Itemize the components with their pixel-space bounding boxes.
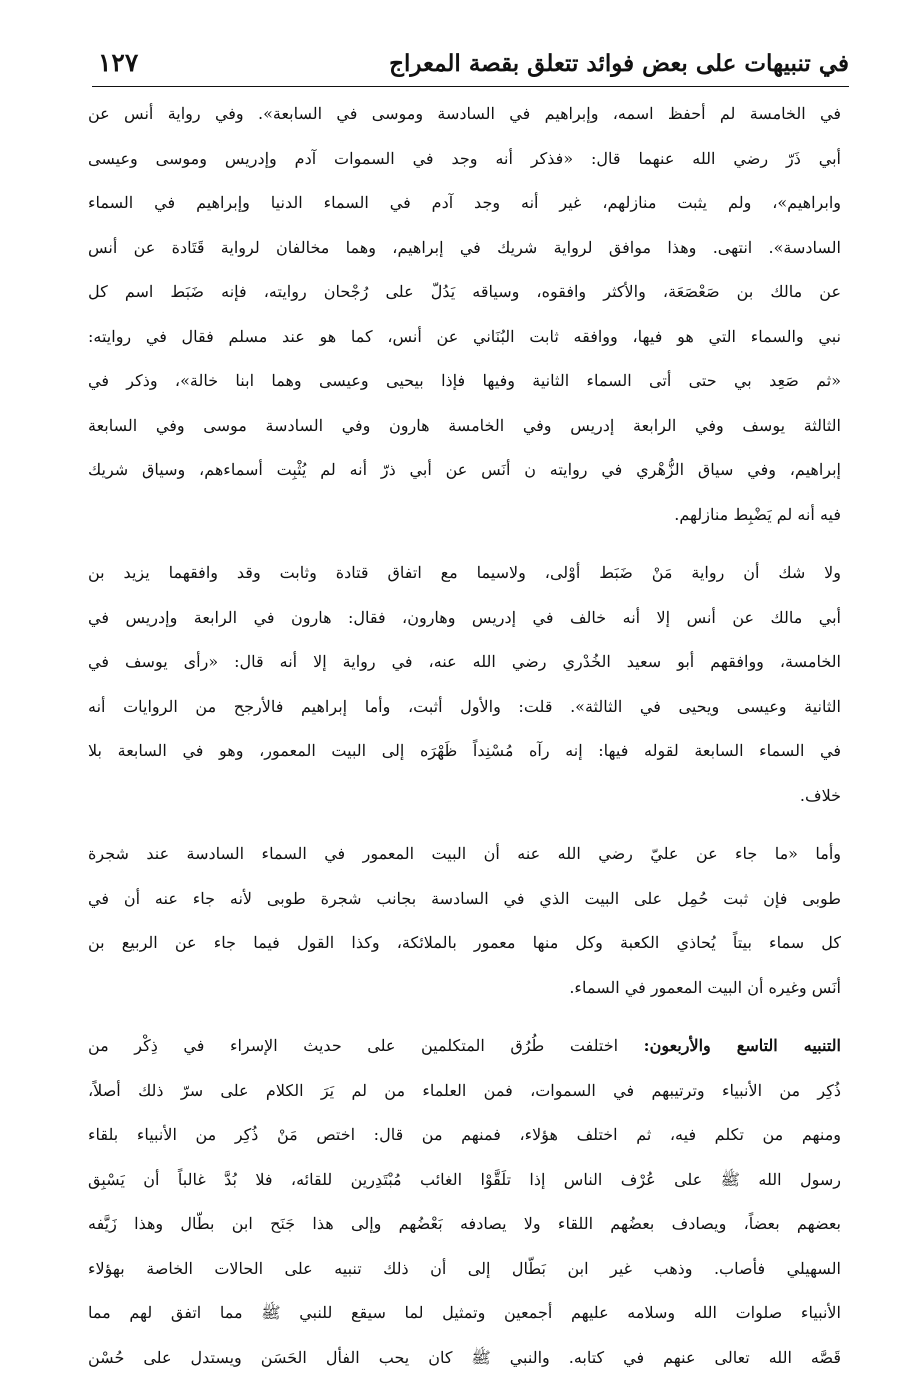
text-line: في الخامسة لم أحفظ اسمه، وإبراهيم في السادسة وموسى في السابعة». وفي رواية أنس عن (88, 92, 841, 137)
section-heading: التنبيه التاسع والأربعون: (644, 1036, 841, 1055)
text-line: الثانية وعيسى ويحيى في الثالثة». قلت: والأول أثبت، وأما إبراهيم فالأرجح من الروايات أنه (88, 685, 841, 730)
text-line (88, 1024, 841, 1069)
page-header (92, 40, 849, 87)
text-line: «ثم صَعِد بي حتى أتى السماء الثانية وفيها فإذا بيحيى وعيسى وهما ابنا خالة»، وذكر في (88, 359, 841, 404)
text-line: الأنبياء صلوات الله وسلامه عليهم أجمعين وتمثيل لما سيقع للنبي ﷺ مما اتفق لهم مما (88, 1291, 841, 1336)
text-line: الثالثة يوسف وفي الرابعة إدريس وفي الخامسة هارون وفي السادسة موسى وفي السابعة (88, 404, 841, 449)
text-line: ومنهم من تكلم فيه، ثم اختلف هؤلاء، فمنهم من قال: اختص مَنْ ذُكِر من الأنبياء بلقاء (88, 1113, 841, 1158)
page-number: ١٢٧ (98, 48, 138, 77)
paragraph-preferred-narration (88, 551, 841, 818)
page-body (88, 92, 841, 1380)
text-line: بعضهم بعضاً، ويصادف بعضُهم اللقاء ولا يصادفه بَعْضُهم وإلى هذا جَنَح ابن بطّال وهذا زَيَّفه (88, 1202, 841, 1247)
text-line: إبراهيم، وفي سياق الزُّهْري في روايته ن أنَس عن أبي ذرّ أنه لم يُثْبِت أسماءهم، وسياق شريك (88, 448, 841, 493)
text-line: وابراهيم»، ولم يثبت منازلهم، غير أنه وجد آدم في السماء الدنيا وإبراهيم في السماء (88, 181, 841, 226)
text-line: أنَس وغيره أن البيت المعمور في السماء. (88, 966, 841, 1011)
paragraph-forty-ninth-note (88, 1024, 841, 1380)
text-line: أبي ذَرّ رضي الله عنهما قال: «فذكر أنه وجد في السموات آدم وإدريس وموسى وعيسى (88, 137, 841, 182)
text-line: وأما «ما جاء عن عليّ رضي الله عنه أن البيت المعمور في السماء السادسة عند شجرة (88, 832, 841, 877)
text-line: الخامسة، ووافقهم أبو سعيد الخُدْري رضي الله عنه، في رواية إلا أنه قال: «رأى يوسف في (88, 640, 841, 685)
paragraph-heavens-narrations (88, 92, 841, 537)
text-line: عن مالك بن صَعْصَعَة، والأكثر وافقوه، وسياقه يَدُلّ على رُجْحان روايته، فإنه ضَبَط اسم كل (88, 270, 841, 315)
running-title: في تنبيهات على بعض فوائد تتعلق بقصة المعراج (389, 50, 849, 77)
text-line: السهيلي فأصاب. وذهب غير ابن بَطّال إلى أن ذلك تنبيه على الحالات الخاصة بهؤلاء (88, 1247, 841, 1292)
text-line: في السماء السابعة لقوله فيها: إنه رآه مُسْنِداً ظَهْرَه إلى البيت المعمور، وهو في السابعة بلا (88, 729, 841, 774)
paragraph-bayt-al-mamur (88, 832, 841, 1010)
text-line: خلاف. (88, 774, 841, 819)
text-line: كل سماء بيتاً يُحاذي الكعبة وكل منها معمور بالملائكة، وكذا القول فيما جاء عن الربيع بن (88, 921, 841, 966)
text-line: فيه أنه لم يَضْبِط منازلهم. (88, 493, 841, 538)
text-line: أبي مالك عن أنس إلا أنه خالف في إدريس وهارون، فقال: هارون في الرابعة وإدريس في (88, 596, 841, 641)
text-line: رسول الله ﷺ على عُرْف الناس إذا تلَقَّوْا الغائب مُبْتَدِرين للقائه، فلا بُدَّ غالباً أن يَسْبِق (88, 1158, 841, 1203)
text-line: ذُكِر من الأنبياء وترتيبهم في السموات، فمن العلماء من لم يَرَ الكلام على سرّ ذلك أصلاً، (88, 1069, 841, 1114)
text-line: طوبى فإن ثبت حُمِل على البيت الذي في السادسة بجانب شجرة طوبى لأنه جاء عنه أن في (88, 877, 841, 922)
text-line: ولا شك أن رواية مَنْ ضَبَط أوْلى، ولاسيما مع اتفاق قتادة وثابت وقد وافقهما يزيد بن (88, 551, 841, 596)
text-line: نبي والسماء التي هو فيها، ووافقه ثابت البُنَاني عن أنس، كما هو عند مسلم فقال في روايته: (88, 315, 841, 360)
heading-line-text: اختلفت طُرُق المتكلمين على حديث الإسراء في ذِكْر من (88, 1036, 618, 1055)
text-line: السادسة». انتهى. وهذا موافق لرواية شريك في إبراهيم، وهما مخالفان لرواية قَتَادة عن أنس (88, 226, 841, 271)
text-line: قَصَّه الله تعالى عنهم في كتابه. والنبي ﷺ كان يحب الفأل الحَسَن ويستدل على حُسْن (88, 1336, 841, 1380)
